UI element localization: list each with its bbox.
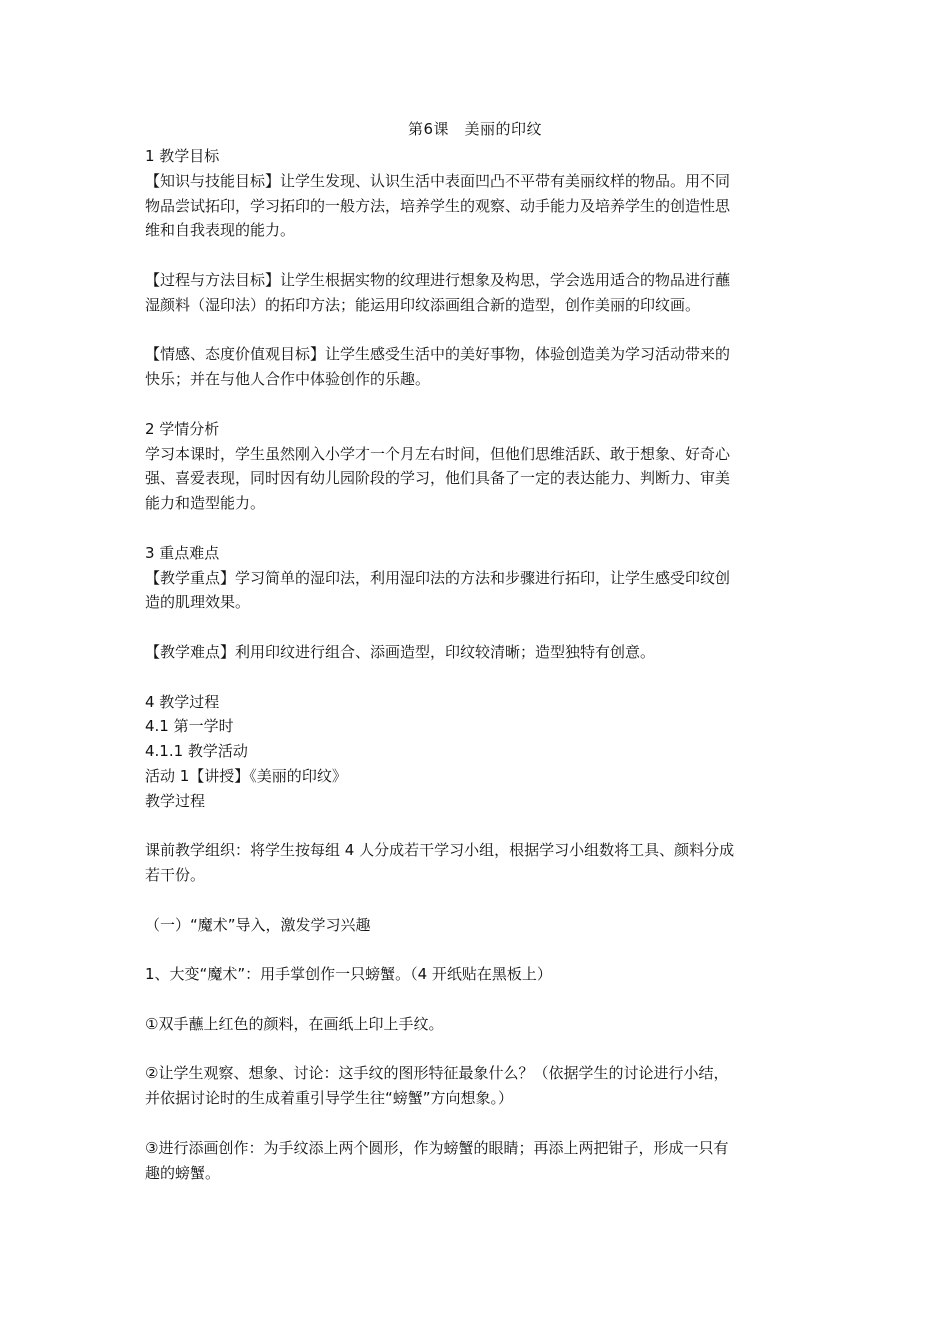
text-line: ①双手蘸上红色的颜料，在画纸上印上手纹。 xyxy=(145,1014,444,1033)
text-line: 并依据讨论时的生成着重引导学生往“螃蟹”方向想象。） xyxy=(145,1089,514,1108)
text-line: 4.1.1 教学活动 xyxy=(145,742,248,761)
text-line: 维和自我表现的能力。 xyxy=(145,221,296,240)
text-line: ②让学生观察、想象、讨论：这手纹的图形特征最象什么？（依据学生的讨论进行小结， xyxy=(145,1064,729,1083)
blank-line xyxy=(145,615,810,640)
text-line: 若干份。 xyxy=(145,866,206,885)
lesson-title: 第6课 美丽的印纹 xyxy=(407,120,543,138)
text-line: 1 教学目标 xyxy=(145,147,220,165)
blank-line xyxy=(145,392,810,417)
text-line: 1、大变“魔术”：用手掌创作一只螃蟹。（4 开纸贴在黑板上） xyxy=(145,965,552,984)
text-line: 能力和造型能力。 xyxy=(145,494,266,513)
blank-line xyxy=(145,987,810,1012)
text-line: 3 重点难点 xyxy=(145,543,220,562)
text-line: 强、喜爱表现，同时因有幼儿园阶段的学习，他们具备了一定的表达能力、判断力、审美 xyxy=(145,469,731,488)
text-line: 【情感、态度价值观目标】让学生感受生活中的美好事物，体验创造美为学习活动带来的 xyxy=(145,345,731,364)
text-line: （一）“魔术”导入，激发学习兴趣 xyxy=(145,915,371,934)
text-line: 物品尝试拓印，学习拓印的一般方法，培养学生的观察、动手能力及培养学生的创造性思 xyxy=(145,196,731,215)
text-line: 【知识与技能目标】让学生发现、认识生活中表面凹凸不平带有美丽纹样的物品。用不同 xyxy=(145,171,731,190)
blank-line xyxy=(145,1037,810,1062)
blank-line xyxy=(145,888,810,913)
text-line: 课前教学组织：将学生按每组 4 人分成若干学习小组，根据学习小组数将工具、颜料分成 xyxy=(145,841,735,860)
text-line: 趣的螃蟹。 xyxy=(145,1163,221,1182)
blank-line xyxy=(145,318,810,343)
text-line: 活动 1【讲授】《美丽的印纹》 xyxy=(145,766,347,785)
blank-line xyxy=(145,665,810,690)
text-line: 教学过程 xyxy=(145,791,206,810)
text-line: 【教学重点】学习简单的湿印法，利用湿印法的方法和步骤进行拓印，让学生感受印纹创 xyxy=(145,568,731,587)
text-line: ③进行添画创作：为手纹添上两个圆形，作为螃蟹的眼睛；再添上两把钳子，形成一只有 xyxy=(145,1138,729,1157)
text-line: 【过程与方法目标】让学生根据实物的纹理进行想象及构思，学会选用适合的物品进行蘸 xyxy=(145,270,731,289)
blank-line xyxy=(145,516,810,541)
blank-line xyxy=(145,1111,810,1136)
text-line: 2 学情分析 xyxy=(145,419,220,438)
text-line: 学习本课时，学生虽然刚入小学才一个月左右时间，但他们思维活跃、敢于想象、好奇心 xyxy=(145,444,731,463)
blank-line xyxy=(145,814,810,839)
text-line: 【教学难点】利用印纹进行组合、添画造型，印纹较清晰；造型独特有创意。 xyxy=(145,642,656,661)
text-line: 快乐；并在与他人合作中体验创作的乐趣。 xyxy=(145,370,431,389)
text-line: 湿颜料（湿印法）的拓印方法；能运用印纹添画组合新的造型，创作美丽的印纹画。 xyxy=(145,295,701,314)
text-line: 4.1 第一学时 xyxy=(145,717,234,736)
blank-line xyxy=(145,243,810,268)
blank-line xyxy=(145,938,810,963)
document-body xyxy=(145,144,810,1185)
text-line: 4 教学过程 xyxy=(145,692,220,711)
text-line: 造的肌理效果。 xyxy=(145,593,251,612)
